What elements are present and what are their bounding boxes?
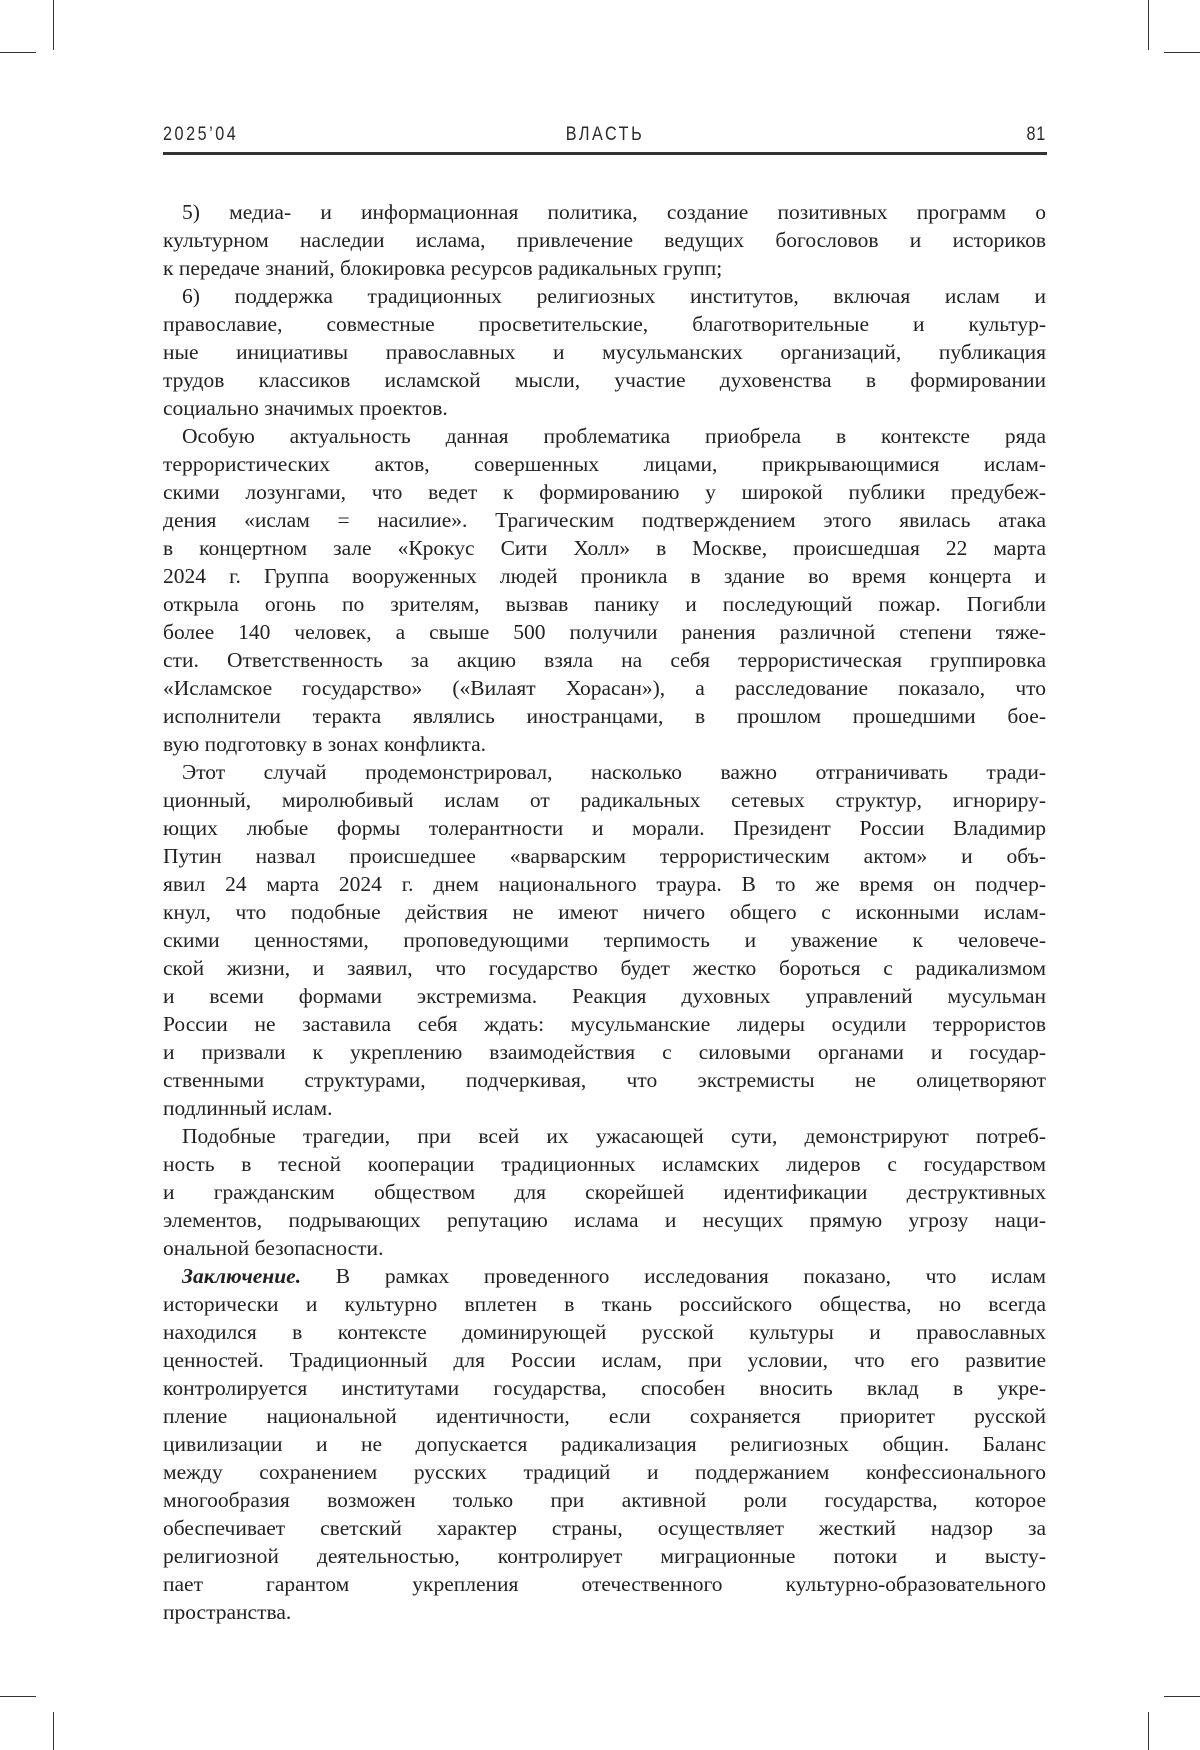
line-text: явил 24 марта 2024 г. днем национального траура. В то же время он подчер- bbox=[163, 872, 1046, 896]
line-text: исторически и культурно вплетен в ткань российского общества, но всегда bbox=[163, 1292, 1046, 1316]
text-line bbox=[163, 1514, 1046, 1542]
text-line bbox=[163, 198, 1046, 226]
text-line bbox=[163, 310, 1046, 338]
crop-mark bbox=[53, 0, 54, 50]
line-text: религиозной деятельностью, контролирует миграционные потоки и высту- bbox=[163, 1544, 1046, 1568]
text-line bbox=[163, 758, 1046, 786]
text-line bbox=[163, 926, 1046, 954]
text-line bbox=[163, 842, 1046, 870]
text-line bbox=[163, 1430, 1046, 1458]
text-line bbox=[163, 450, 1046, 478]
line-text: ные инициативы православных и мусульманских организаций, публикация bbox=[163, 340, 1046, 364]
line-text: исполнители теракта являлись иностранцами, в прошлом прошедшими бое- bbox=[163, 704, 1046, 728]
text-line bbox=[163, 1318, 1046, 1346]
line-text: православие, совместные просветительские, благотворительные и культур- bbox=[163, 312, 1046, 336]
text-line bbox=[163, 674, 1046, 702]
text-line bbox=[163, 394, 1046, 422]
line-text: Путин назвал происшедшее «варварским террористическим актом» и объ- bbox=[163, 844, 1046, 868]
line-text: ственными структурами, подчеркивая, что экстремисты не олицетворяют bbox=[163, 1068, 1046, 1092]
line-text: и всеми формами экстремизма. Реакция духовных управлений мусульман bbox=[163, 984, 1046, 1008]
paragraph bbox=[163, 758, 1046, 1122]
page-number: 81 bbox=[1026, 124, 1046, 145]
line-text: В рамках проведенного исследования показано, что ислам bbox=[301, 1264, 1046, 1288]
line-text: культурном наследии ислама, привлечение ведущих богословов и историков bbox=[163, 228, 1046, 252]
text-line bbox=[163, 534, 1046, 562]
header-rule bbox=[163, 152, 1047, 155]
line-text: открыла огонь по зрителям, вызвав панику и последующий пожар. Погибли bbox=[163, 592, 1046, 616]
text-line bbox=[163, 814, 1046, 842]
text-line bbox=[163, 702, 1046, 730]
crop-mark bbox=[1164, 52, 1200, 53]
line-text: ционный, миролюбивый ислам от радикальных сетевых структур, игнориру- bbox=[163, 788, 1046, 812]
text-line bbox=[163, 1234, 1046, 1262]
text-line bbox=[163, 254, 1046, 282]
paragraph bbox=[163, 1262, 1046, 1626]
line-text: 5) медиа- и информационная политика, создание позитивных программ о bbox=[182, 200, 1046, 224]
line-text: дения «ислам = насилие». Трагическим подтверждением этого явилась атака bbox=[163, 508, 1046, 532]
line-text: к передаче знаний, блокировка ресурсов радикальных групп; bbox=[163, 256, 723, 280]
text-line bbox=[163, 366, 1046, 394]
text-line bbox=[163, 1346, 1046, 1374]
line-text: «Исламское государство» («Вилаят Хорасан»), а расследование показало, что bbox=[163, 676, 1046, 700]
paragraph bbox=[163, 422, 1046, 758]
line-text: элементов, подрывающих репутацию ислама и несущих прямую угрозу наци- bbox=[163, 1208, 1046, 1232]
text-line bbox=[163, 1374, 1046, 1402]
line-text: Этот случай продемонстрировал, насколько важно отграничивать тради- bbox=[182, 760, 1046, 784]
text-line bbox=[163, 982, 1046, 1010]
text-line bbox=[163, 1598, 1046, 1626]
text-line bbox=[163, 1010, 1046, 1038]
paragraph bbox=[163, 198, 1046, 282]
text-line bbox=[163, 618, 1046, 646]
line-text: подлинный ислам. bbox=[163, 1096, 333, 1120]
line-text: кнул, что подобные действия не имеют ничего общего с исконными ислам- bbox=[163, 900, 1046, 924]
line-text: многообразия возможен только при активной роли государства, которое bbox=[163, 1488, 1046, 1512]
text-line bbox=[163, 1402, 1046, 1430]
line-text: социально значимых проектов. bbox=[163, 396, 448, 420]
journal-title: ВЛАСТЬ bbox=[565, 124, 644, 145]
issue-number: 2025’04 bbox=[163, 124, 239, 145]
text-line bbox=[163, 1122, 1046, 1150]
line-text: вую подготовку в зонах конфликта. bbox=[163, 732, 487, 756]
text-line bbox=[163, 506, 1046, 534]
line-text: и гражданским обществом для скорейшей идентификации деструктивных bbox=[163, 1180, 1046, 1204]
line-text: пление национальной идентичности, если сохраняется приоритет русской bbox=[163, 1404, 1046, 1428]
line-text: между сохранением русских традиций и поддержанием конфессионального bbox=[163, 1460, 1046, 1484]
text-line bbox=[163, 1458, 1046, 1486]
text-line bbox=[163, 1290, 1046, 1318]
line-text: пространства. bbox=[163, 1600, 292, 1624]
line-text: ценностей. Традиционный для России ислам, при условии, что его развитие bbox=[163, 1348, 1046, 1372]
line-text: 6) поддержка традиционных религиозных институтов, включая ислам и bbox=[182, 284, 1046, 308]
line-text: скими ценностями, проповедующими терпимость и уважение к человече- bbox=[163, 928, 1046, 952]
crop-mark bbox=[53, 1712, 54, 1750]
line-text: находился в контексте доминирующей русской культуры и православных bbox=[163, 1320, 1046, 1344]
article-body bbox=[163, 198, 1046, 1626]
text-line bbox=[163, 898, 1046, 926]
crop-mark bbox=[1148, 1712, 1149, 1750]
line-text: пает гарантом укрепления отечественного культурно-образовательного bbox=[163, 1572, 1046, 1596]
paragraph bbox=[163, 282, 1046, 422]
crop-mark bbox=[0, 1696, 36, 1697]
line-text: ской жизни, и заявил, что государство будет жестко бороться с радикализмом bbox=[163, 956, 1046, 980]
text-line bbox=[163, 1150, 1046, 1178]
text-line bbox=[163, 646, 1046, 674]
paragraph bbox=[163, 1122, 1046, 1262]
text-line bbox=[163, 1570, 1046, 1598]
text-line bbox=[163, 1178, 1046, 1206]
line-text: ющих любые формы толерантности и морали. Президент России Владимир bbox=[163, 816, 1046, 840]
crop-mark bbox=[1164, 1696, 1200, 1697]
text-line bbox=[163, 730, 1046, 758]
line-text: более 140 человек, а свыше 500 получили ранения различной степени тяже- bbox=[163, 620, 1046, 644]
line-text: ональной безопасности. bbox=[163, 1236, 384, 1260]
text-line bbox=[163, 1262, 1046, 1290]
line-text: трудов классиков исламской мысли, участие духовенства в формировании bbox=[163, 368, 1046, 392]
line-text: в концертном зале «Крокус Сити Холл» в Москве, происшедшая 22 марта bbox=[163, 536, 1046, 560]
line-text: Подобные трагедии, при всей их ужасающей сути, демонстрируют потреб- bbox=[182, 1124, 1046, 1148]
crop-mark bbox=[1148, 0, 1149, 50]
line-text: контролируется институтами государства, способен вносить вклад в укре- bbox=[163, 1376, 1046, 1400]
text-line bbox=[163, 1038, 1046, 1066]
text-line bbox=[163, 478, 1046, 506]
text-line bbox=[163, 422, 1046, 450]
text-line bbox=[163, 1094, 1046, 1122]
line-text: обеспечивает светский характер страны, осуществляет жесткий надзор за bbox=[163, 1516, 1046, 1540]
line-text: террористических актов, совершенных лицами, прикрывающимися ислам- bbox=[163, 452, 1046, 476]
text-line bbox=[163, 1486, 1046, 1514]
text-line bbox=[163, 282, 1046, 310]
running-head bbox=[163, 124, 1046, 148]
text-line bbox=[163, 1206, 1046, 1234]
text-line bbox=[163, 1542, 1046, 1570]
text-line bbox=[163, 786, 1046, 814]
text-line bbox=[163, 590, 1046, 618]
text-line bbox=[163, 870, 1046, 898]
text-line bbox=[163, 338, 1046, 366]
text-line bbox=[163, 954, 1046, 982]
text-line bbox=[163, 1066, 1046, 1094]
line-text: цивилизации и не допускается радикализация религиозных общин. Баланс bbox=[163, 1432, 1046, 1456]
line-text: ность в тесной кооперации традиционных исламских лидеров с государством bbox=[163, 1152, 1046, 1176]
section-lead: Заключение. bbox=[182, 1264, 302, 1288]
line-text: 2024 г. Группа вооруженных людей проникла в здание во время концерта и bbox=[163, 564, 1046, 588]
line-text: Особую актуальность данная проблематика приобрела в контексте ряда bbox=[182, 424, 1046, 448]
line-text: сти. Ответственность за акцию взяла на себя террористическая группировка bbox=[163, 648, 1046, 672]
line-text: скими лозунгами, что ведет к формированию у широкой публики предубеж- bbox=[163, 480, 1046, 504]
text-line bbox=[163, 226, 1046, 254]
line-text: и призвали к укреплению взаимодействия с силовыми органами и государ- bbox=[163, 1040, 1046, 1064]
line-text: России не заставила себя ждать: мусульманские лидеры осудили террористов bbox=[163, 1012, 1046, 1036]
text-line bbox=[163, 562, 1046, 590]
crop-mark bbox=[0, 52, 36, 53]
